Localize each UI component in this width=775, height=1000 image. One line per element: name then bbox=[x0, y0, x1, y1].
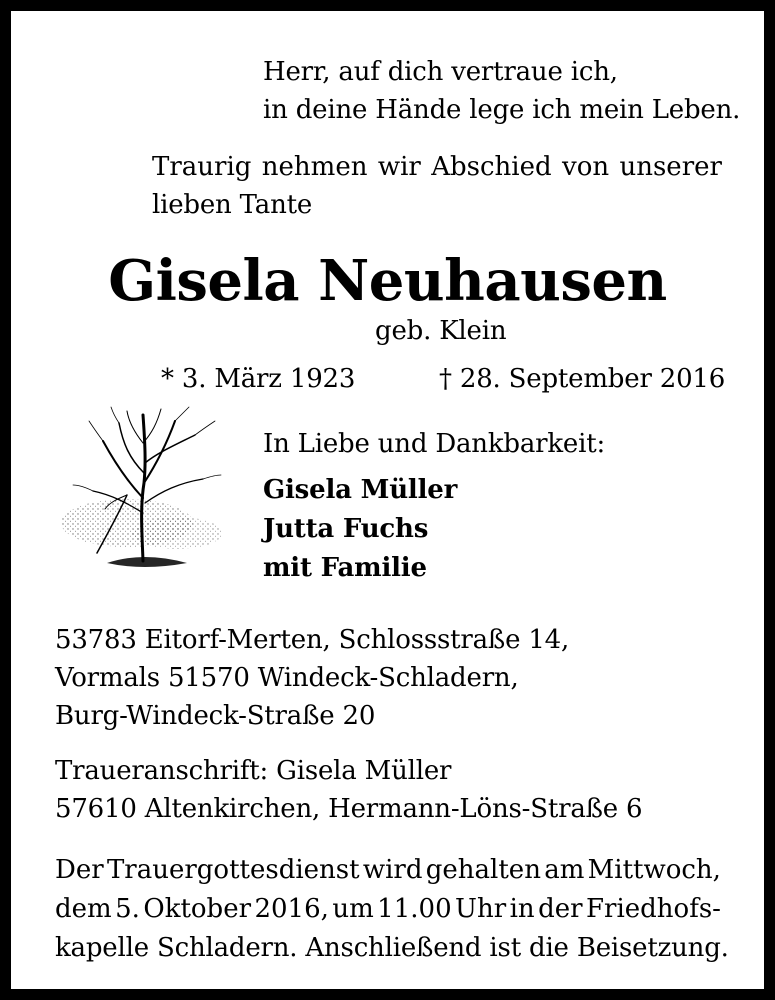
service-line-2 bbox=[55, 890, 721, 928]
tree-illustration-icon bbox=[57, 403, 227, 578]
service-word: Trauergottesdienst bbox=[106, 855, 360, 885]
service-word: Der bbox=[55, 855, 104, 885]
service-word: dem bbox=[55, 894, 112, 924]
service-word: um bbox=[332, 894, 374, 924]
service-word: 5. bbox=[115, 894, 140, 924]
verse-line-2: in deine Hände lege ich mein Leben. bbox=[263, 95, 741, 125]
intro-word: von bbox=[562, 152, 610, 182]
maiden-name: geb. Klein bbox=[375, 316, 507, 346]
mourner-name: Jutta Fuchs bbox=[263, 514, 429, 544]
mourners-heading: In Liebe und Dankbarkeit: bbox=[263, 429, 606, 459]
intro-word: wir bbox=[377, 152, 421, 182]
service-line-1 bbox=[55, 851, 721, 889]
birth-date: * 3. März 1923 bbox=[161, 364, 356, 394]
intro-line-1 bbox=[152, 148, 722, 186]
death-date: † 28. September 2016 bbox=[439, 364, 726, 394]
intro-line-2: lieben Tante bbox=[152, 190, 313, 220]
service-word: Oktober bbox=[143, 894, 252, 924]
intro-word: Traurig bbox=[152, 152, 252, 182]
service-word: Mittwoch, bbox=[587, 855, 721, 885]
service-word: am bbox=[544, 855, 585, 885]
deceased-name: Gisela Neuhausen bbox=[108, 248, 667, 314]
mourning-address-line: 57610 Altenkirchen, Hermann-Löns-Straße 6 bbox=[55, 794, 643, 824]
service-word: 2016, bbox=[254, 894, 329, 924]
address-line: Burg-Windeck-Straße 20 bbox=[55, 701, 376, 731]
service-line-3: kapelle Schladern. Anschließend ist die Beisetzung. bbox=[55, 933, 729, 963]
service-word: Uhr bbox=[455, 894, 507, 924]
verse-line-1: Herr, auf dich vertraue ich, bbox=[263, 57, 618, 87]
intro-word: nehmen bbox=[261, 152, 368, 182]
service-word: wird bbox=[362, 855, 423, 885]
mourner-name: mit Familie bbox=[263, 553, 427, 583]
intro-word: unserer bbox=[619, 152, 722, 182]
mourning-address-line: Traueranschrift: Gisela Müller bbox=[55, 756, 452, 786]
address-line: Vormals 51570 Windeck-Schladern, bbox=[55, 663, 519, 693]
intro-word: Abschied bbox=[431, 152, 552, 182]
service-word: 11.00 bbox=[377, 894, 452, 924]
service-word: gehalten bbox=[425, 855, 541, 885]
service-word: Friedhofs- bbox=[585, 894, 721, 924]
service-word: der bbox=[538, 894, 583, 924]
mourner-name: Gisela Müller bbox=[263, 475, 458, 505]
address-line: 53783 Eitorf-Merten, Schlossstraße 14, bbox=[55, 625, 570, 655]
service-word: in bbox=[509, 894, 535, 924]
